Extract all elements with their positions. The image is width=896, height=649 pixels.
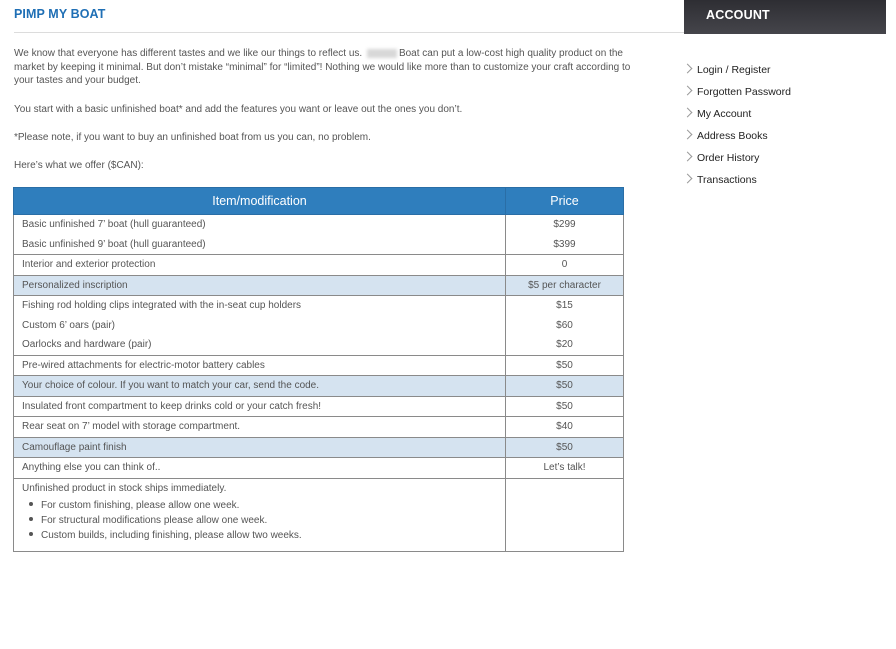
list-item [22, 498, 497, 513]
item-text: Camouflage paint finish [22, 441, 127, 453]
item-text: Personalized inscription [22, 279, 128, 291]
redacted-brand-name [367, 49, 397, 58]
intro-paragraph-4: Here’s what we offer ($CAN): [14, 160, 144, 171]
list-item [22, 513, 497, 528]
table-row [14, 296, 624, 356]
price-cell [506, 396, 624, 417]
list-item-text: For structural modifications please allow one week. [41, 515, 268, 526]
title-divider [14, 32, 684, 33]
price-text: 0 [561, 259, 568, 270]
shipping-notes-cell [14, 478, 506, 552]
table-row [14, 417, 624, 438]
column-header-price: Price [506, 188, 624, 215]
price-cell [506, 458, 624, 479]
bullet-icon [29, 502, 33, 506]
item-cell [14, 296, 506, 356]
bullet-icon [29, 517, 33, 521]
table-row [14, 437, 624, 458]
chevron-right-icon [683, 108, 693, 118]
table-row [14, 215, 624, 255]
sidebar-item-my-account[interactable] [684, 103, 886, 125]
sidebar-item-label[interactable]: Address Books [697, 130, 768, 142]
column-header-item: Item/modification [14, 188, 506, 215]
chevron-right-icon [683, 130, 693, 140]
intro-paragraph-1 [14, 47, 634, 88]
list-item [22, 528, 497, 543]
price-text: $15 [556, 300, 573, 311]
item-text: Interior and exterior protection [22, 259, 156, 270]
table-row [14, 255, 624, 276]
price-text: $299 [553, 219, 576, 230]
list-item-text: For custom finishing, please allow one week. [41, 500, 240, 511]
item-cell [14, 215, 506, 255]
sidebar-item-login-register[interactable] [684, 59, 886, 81]
sidebar-item-label[interactable]: Forgotten Password [697, 86, 791, 98]
price-text: $50 [556, 359, 573, 371]
price-cell [506, 296, 624, 356]
offer-table [13, 187, 624, 552]
sidebar-item-label[interactable]: Login / Register [697, 64, 771, 76]
account-sidebar [684, 0, 886, 191]
account-menu [684, 59, 886, 191]
price-text: $5 per character [528, 279, 601, 291]
price-cell [506, 355, 624, 376]
item-cell [14, 417, 506, 438]
table-header-row [14, 188, 624, 215]
item-cell [14, 355, 506, 376]
sidebar-item-label[interactable]: My Account [697, 108, 752, 120]
price-text: $20 [556, 339, 573, 350]
chevron-right-icon [683, 152, 693, 162]
price-cell [506, 376, 624, 397]
table-row-notes [14, 478, 624, 552]
table-row [14, 458, 624, 479]
price-text: $60 [556, 319, 573, 331]
intro-paragraph-2: You start with a basic unfinished boat* and add the features you want or leave out the ones you don’t. [14, 104, 463, 115]
price-text: $50 [556, 380, 573, 391]
intro-paragraph-3: *Please note, if you want to buy an unfinished boat from us you can, no problem. [14, 132, 371, 143]
bullet-icon [29, 532, 33, 536]
empty-price-cell [506, 478, 624, 552]
sidebar-item-label[interactable]: Order History [697, 152, 760, 164]
sidebar-item-order-history[interactable] [684, 147, 886, 169]
item-text: Insulated front compartment to keep drinks cold or your catch fresh! [22, 400, 322, 412]
chevron-right-icon [683, 64, 693, 74]
price-cell [506, 275, 624, 296]
chevron-right-icon [683, 86, 693, 96]
list-item-text: Custom builds, including finishing, please allow two weeks. [41, 530, 302, 541]
item-text: Your choice of colour. If you want to match your car, send the code. [22, 380, 320, 391]
sidebar-item-forgotten-password[interactable] [684, 81, 886, 103]
price-cell [506, 437, 624, 458]
price-text: $50 [556, 400, 573, 412]
item-cell [14, 396, 506, 417]
table-body [14, 215, 624, 552]
item-text: Basic unfinished 9’ boat (hull guaranteed) [22, 238, 206, 250]
price-text: $399 [553, 238, 576, 250]
table-row [14, 376, 624, 397]
item-cell [14, 437, 506, 458]
item-text: Pre-wired attachments for electric-motor battery cables [22, 359, 265, 371]
shipping-notes-list [22, 498, 497, 543]
item-text: Rear seat on 7’ model with storage compartment. [22, 421, 241, 432]
chevron-right-icon [683, 174, 693, 184]
price-text: $40 [556, 421, 573, 432]
price-cell [506, 215, 624, 255]
item-cell [14, 275, 506, 296]
item-cell [14, 255, 506, 276]
table-row [14, 396, 624, 417]
price-text: $50 [556, 441, 573, 453]
sidebar-item-label[interactable]: Transactions [697, 174, 757, 186]
price-cell [506, 255, 624, 276]
account-header: ACCOUNT [684, 0, 886, 34]
table-row [14, 355, 624, 376]
item-text: Anything else you can think of.. [22, 462, 161, 473]
price-cell [506, 417, 624, 438]
shipping-notes-lead: Unfinished product in stock ships immediately. [22, 482, 227, 494]
price-text: Let’s talk! [543, 462, 586, 473]
item-cell [14, 458, 506, 479]
sidebar-item-transactions[interactable] [684, 169, 886, 191]
item-text: Fishing rod holding clips integrated with the in-seat cup holders [22, 300, 302, 311]
page-title: PIMP MY BOAT [14, 7, 106, 21]
sidebar-item-address-books[interactable] [684, 125, 886, 147]
table-row [14, 275, 624, 296]
item-text: Oarlocks and hardware (pair) [22, 339, 152, 350]
item-text: Custom 6’ oars (pair) [22, 319, 115, 331]
intro-text-a: We know that everyone has different tastes and we like our things to reflect us. [14, 48, 363, 59]
item-text: Basic unfinished 7’ boat (hull guaranteed) [22, 219, 206, 230]
item-cell [14, 376, 506, 397]
intro-text-b: Boat can put a low-cost high quality product on the market by keeping it minimal. But don’t mistake “minimal” for “limited”! Nothing we would like more than to customize your craft according to your tastes and your budget. [14, 48, 631, 86]
